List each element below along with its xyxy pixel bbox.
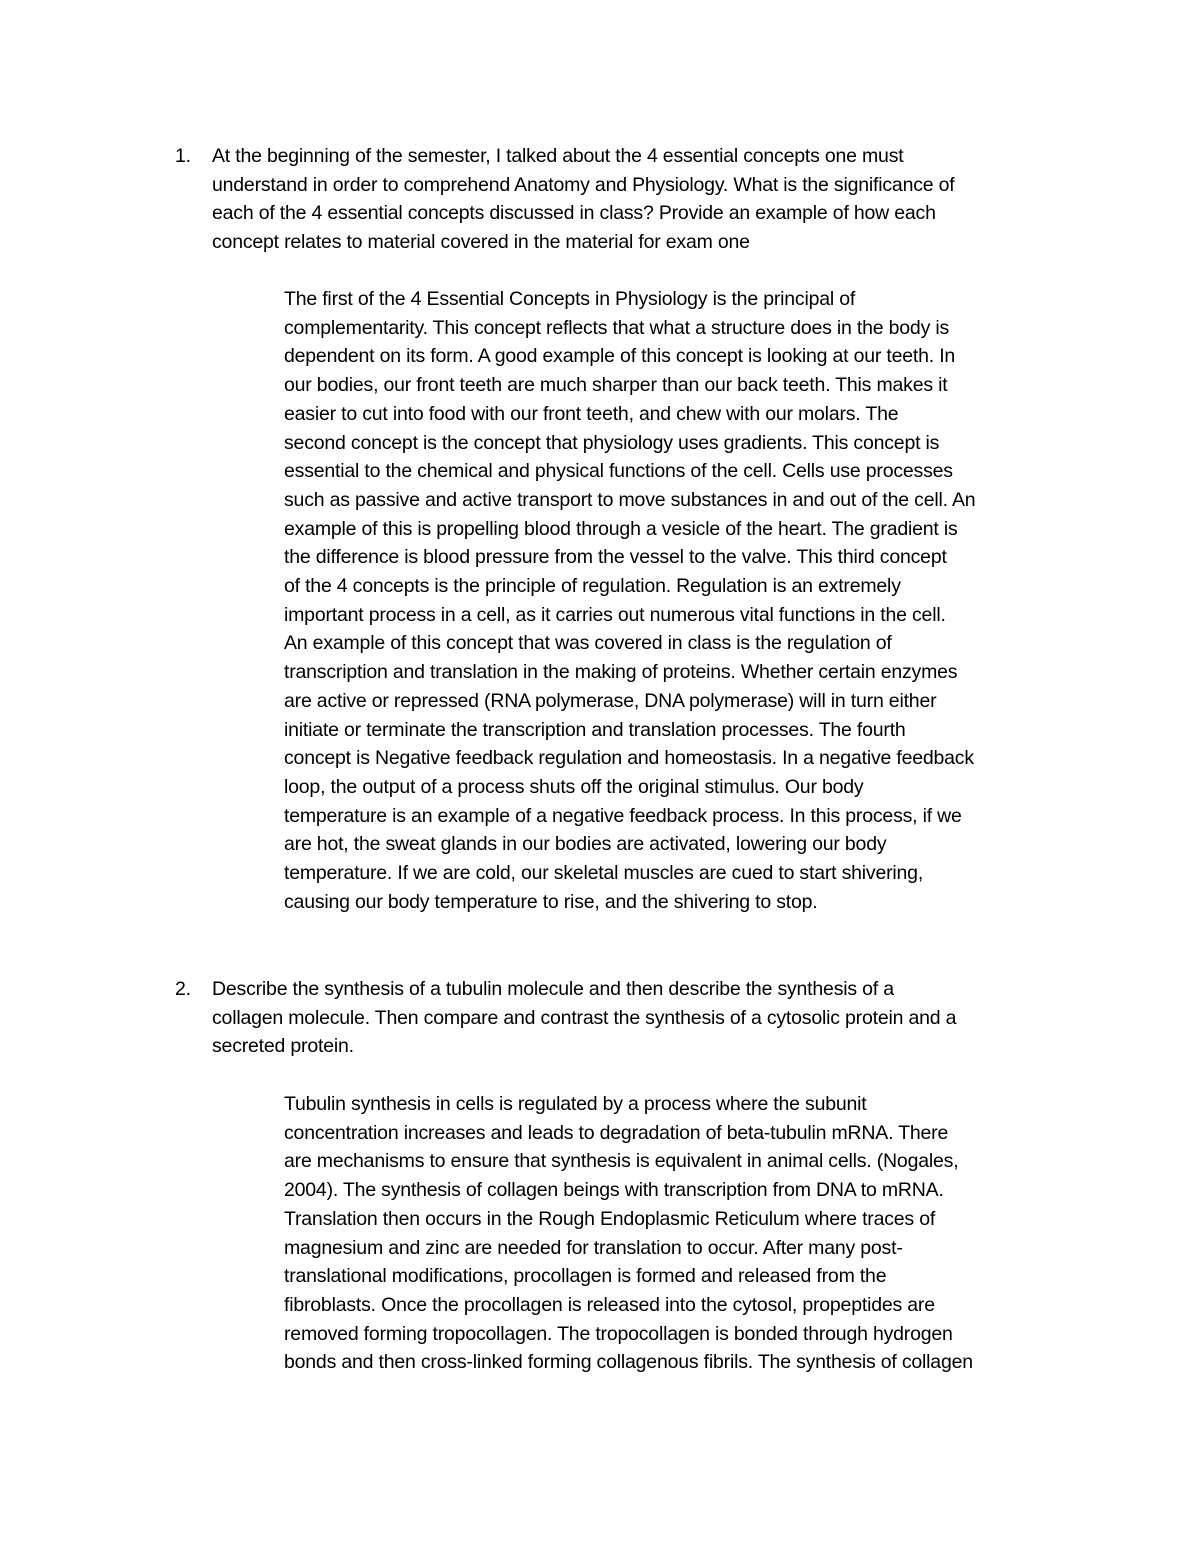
answer-line: concentration increases and leads to degradation of beta-tubulin mRNA. There (284, 1121, 949, 1144)
answer-line: translational modifications, procollagen is formed and released from the (284, 1265, 887, 1288)
answer-paragraph (284, 1090, 1074, 1377)
answer-line: such as passive and active transport to move substances in and out of the cell. An (284, 488, 976, 511)
answer-line: transcription and translation in the making of proteins. Whether certain enzymes (284, 661, 958, 684)
answer-line: important process in a cell, as it carries out numerous vital functions in the cell. (284, 603, 946, 626)
prompt-line: At the beginning of the semester, I talked about the 4 essential concepts one must (212, 145, 904, 167)
question-prompt (212, 142, 1072, 257)
prompt-line: Describe the synthesis of a tubulin molecule and then describe the synthesis of a (212, 978, 894, 1000)
answer-line: easier to cut into food with our front teeth, and chew with our molars. The (284, 402, 899, 425)
answer-line: complementarity. This concept reflects that what a structure does in the body is (284, 316, 950, 339)
prompt-line: collagen molecule. Then compare and contrast the synthesis of a cytosolic protein and a (212, 1006, 957, 1029)
answer-line: An example of this concept that was covered in class is the regulation of (284, 632, 892, 655)
answer-line: causing our body temperature to rise, and the shivering to stop. (284, 890, 818, 913)
answer-line: of the 4 concepts is the principle of regulation. Regulation is an extremely (284, 575, 901, 598)
answer-line: the difference is blood pressure from the vessel to the valve. This third concept (284, 546, 947, 569)
question-number: 1. (175, 145, 191, 167)
answer-line: magnesium and zinc are needed for translation to occur. After many post- (284, 1236, 903, 1259)
answer-line: our bodies, our front teeth are much sharper than our back teeth. This makes it (284, 374, 948, 397)
answer-line: are mechanisms to ensure that synthesis is equivalent in animal cells. (Nogales, (284, 1150, 959, 1173)
answer-paragraph (284, 285, 1074, 916)
question-number: 2. (175, 978, 191, 1000)
answer-line: temperature is an example of a negative feedback process. In this process, if we (284, 804, 962, 827)
answer-line: Translation then occurs in the Rough Endoplasmic Reticulum where traces of (284, 1207, 936, 1230)
answer-line: The first of the 4 Essential Concepts in Physiology is the principal of (284, 288, 856, 310)
answer-line: fibroblasts. Once the procollagen is released into the cytosol, propeptides are (284, 1293, 935, 1316)
answer-line: bonds and then cross-linked forming collagenous fibrils. The synthesis of collagen (284, 1351, 973, 1374)
answer-line: removed forming tropocollagen. The tropocollagen is bonded through hydrogen (284, 1322, 953, 1345)
answer-line: initiate or terminate the transcription and translation processes. The fourth (284, 718, 906, 741)
answer-line: loop, the output of a process shuts off the original stimulus. Our body (284, 775, 864, 798)
answer-line: concept is Negative feedback regulation and homeostasis. In a negative feedback (284, 747, 974, 770)
prompt-line: understand in order to comprehend Anatomy and Physiology. What is the significance of (212, 173, 955, 196)
prompt-line: secreted protein. (212, 1035, 354, 1058)
prompt-line: concept relates to material covered in the material for exam one (212, 231, 750, 254)
answer-line: example of this is propelling blood through a vesicle of the heart. The gradient is (284, 517, 958, 540)
answer-line: are hot, the sweat glands in our bodies are activated, lowering our body (284, 833, 887, 856)
answer-line: dependent on its form. A good example of this concept is looking at our teeth. In (284, 345, 956, 368)
answer-line: Tubulin synthesis in cells is regulated by a process where the subunit (284, 1093, 867, 1115)
answer-line: temperature. If we are cold, our skeletal muscles are cued to start shivering, (284, 862, 924, 885)
prompt-line: each of the 4 essential concepts discussed in class? Provide an example of how each (212, 202, 936, 225)
answer-line: are active or repressed (RNA polymerase, DNA polymerase) will in turn either (284, 689, 937, 712)
answer-line: second concept is the concept that physiology uses gradients. This concept is (284, 431, 940, 454)
answer-line: essential to the chemical and physical functions of the cell. Cells use processes (284, 460, 953, 483)
answer-line: 2004). The synthesis of collagen beings with transcription from DNA to mRNA. (284, 1179, 944, 1202)
question-prompt (212, 975, 1072, 1061)
